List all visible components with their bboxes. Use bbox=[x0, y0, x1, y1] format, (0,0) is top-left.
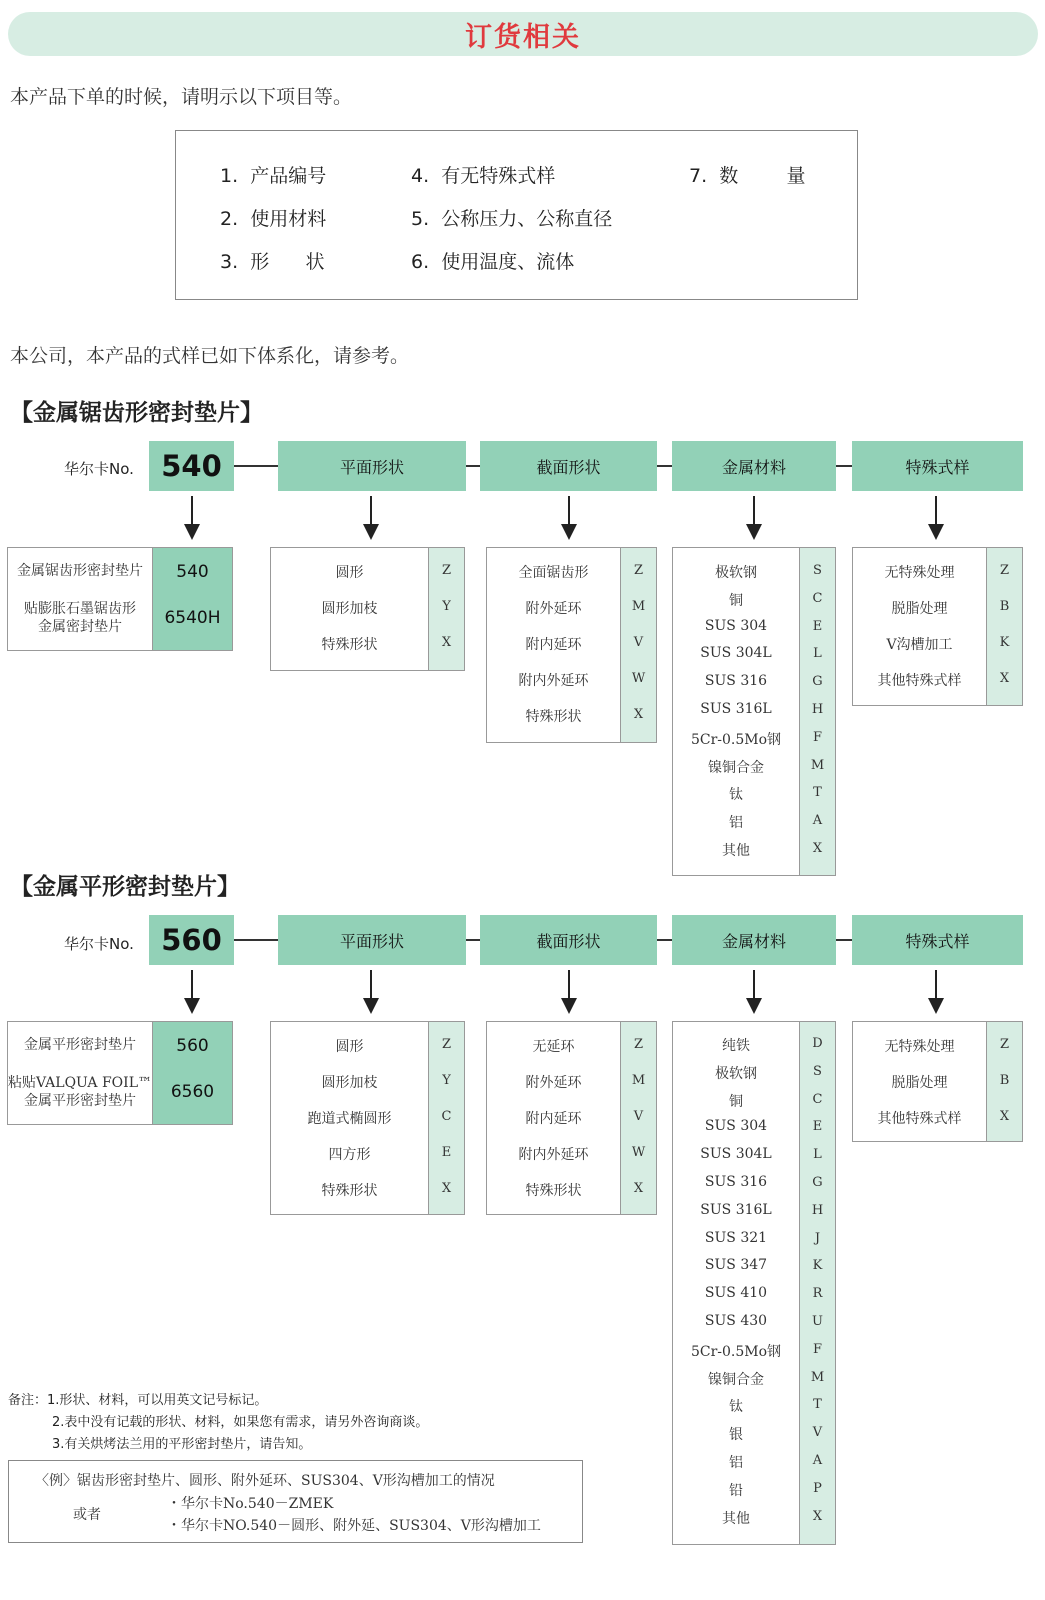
connector-line bbox=[466, 939, 480, 941]
option-name: 附内外延环 bbox=[518, 673, 589, 689]
connector-line bbox=[657, 465, 672, 467]
down-arrow-icon bbox=[746, 970, 762, 1016]
connector-line bbox=[234, 939, 278, 941]
option-code: E bbox=[812, 618, 823, 634]
option-code: V bbox=[633, 1109, 644, 1124]
note-line: 2.表中没有记载的形状、材料，如果您有需求，请另外咨询商谈。 bbox=[52, 1415, 429, 1430]
option-name: 附内延环 bbox=[525, 1111, 582, 1127]
header-plane-shape: 平面形状 bbox=[278, 441, 466, 491]
option-code: Z bbox=[999, 563, 1010, 578]
example-text-line: ・华尔卡NO.540－圆形、附外延、SUS304、V形沟槽加工 bbox=[167, 1518, 541, 1534]
order-item: 5. 公称压力、公称直径 bbox=[411, 208, 613, 230]
option-code: V bbox=[633, 635, 644, 650]
option-code: F bbox=[812, 1341, 823, 1357]
option-name: SUS 304L bbox=[700, 645, 772, 662]
option-code: X bbox=[999, 1109, 1010, 1124]
page-title: 订货相关 bbox=[465, 21, 581, 53]
header-plane-shape: 平面形状 bbox=[278, 915, 466, 965]
option-name: 镍铜合金 bbox=[708, 759, 764, 776]
special-spec-table bbox=[852, 547, 1023, 706]
option-code: Y bbox=[442, 1073, 451, 1088]
option-name: SUS 304 bbox=[704, 617, 768, 634]
product-name: 粘贴VALQUA FOIL™ 金属平形密封垫片 bbox=[8, 1075, 152, 1109]
option-name: 附内延环 bbox=[525, 637, 582, 653]
connector-line bbox=[657, 939, 672, 941]
order-item: 6. 使用温度、流体 bbox=[411, 251, 575, 273]
option-name: 其他特殊式样 bbox=[877, 1111, 962, 1127]
option-code: L bbox=[813, 1147, 822, 1163]
connector-line bbox=[836, 465, 852, 467]
option-name: 圆形 bbox=[335, 1039, 364, 1055]
example-code-line: ・华尔卡No.540－ZMEK bbox=[167, 1496, 334, 1512]
option-code: X bbox=[441, 1181, 452, 1196]
option-name: 其他 bbox=[722, 1510, 750, 1527]
connector-line bbox=[234, 465, 278, 467]
option-name: 全面锯齿形 bbox=[518, 565, 589, 581]
header-special-spec: 特殊式样 bbox=[852, 915, 1023, 965]
product-table bbox=[7, 1021, 233, 1125]
option-name: SUS 347 bbox=[704, 1257, 768, 1274]
option-name: SUS 410 bbox=[704, 1285, 768, 1302]
option-code: Z bbox=[633, 563, 644, 578]
option-name: 附外延环 bbox=[525, 601, 582, 617]
option-name: 银 bbox=[729, 1427, 743, 1444]
option-code: Y bbox=[442, 599, 451, 614]
option-code: M bbox=[810, 757, 825, 773]
option-code: X bbox=[999, 671, 1010, 686]
option-name: 无特殊处理 bbox=[884, 565, 955, 581]
product-number-box: 540 bbox=[149, 441, 234, 491]
product-code: 6560 bbox=[170, 1082, 215, 1102]
note-line: 3.有关烘烤法兰用的平形密封垫片，请告知。 bbox=[52, 1437, 312, 1452]
option-name: 铜 bbox=[729, 1093, 743, 1110]
option-code: Z bbox=[999, 1037, 1010, 1052]
option-name: 其他 bbox=[722, 843, 750, 859]
option-code: G bbox=[812, 1175, 823, 1190]
option-code: X bbox=[812, 841, 823, 856]
no-label: 华尔卡No. bbox=[64, 935, 134, 953]
plane-shape-table bbox=[270, 1021, 465, 1215]
option-name: SUS 316 bbox=[704, 1174, 768, 1190]
option-code: E bbox=[441, 1145, 452, 1160]
option-name: SUS 316 bbox=[704, 673, 768, 690]
down-arrow-icon bbox=[561, 496, 577, 542]
option-code: X bbox=[441, 635, 452, 650]
option-code: K bbox=[999, 635, 1010, 650]
connector-line bbox=[466, 465, 480, 467]
metal-material-table bbox=[672, 547, 836, 876]
option-code: T bbox=[813, 785, 822, 801]
option-code: E bbox=[812, 1119, 823, 1135]
product-code: 540 bbox=[176, 562, 209, 582]
option-code: V bbox=[812, 1425, 823, 1441]
example-box bbox=[8, 1460, 583, 1543]
header-special-spec: 特殊式样 bbox=[852, 441, 1023, 491]
order-items-box bbox=[175, 130, 858, 300]
section-shape-table bbox=[486, 1021, 657, 1215]
down-arrow-icon bbox=[928, 970, 944, 1016]
option-name: V沟槽加工 bbox=[886, 637, 953, 653]
option-code: Z bbox=[441, 563, 452, 578]
option-code: H bbox=[811, 1202, 824, 1218]
option-name: 圆形加枝 bbox=[321, 1075, 378, 1091]
option-name: 铝 bbox=[729, 1455, 743, 1471]
option-name: 极软钢 bbox=[715, 1065, 757, 1082]
option-code: M bbox=[631, 599, 646, 614]
option-name: SUS 321 bbox=[704, 1229, 768, 1246]
option-name: 铅 bbox=[729, 1482, 743, 1499]
note-line: 备注：1.形状、材料，可以用英文记号标记。 bbox=[8, 1393, 268, 1408]
header-metal-material: 金属材料 bbox=[672, 915, 836, 965]
option-code: X bbox=[812, 1508, 823, 1524]
option-name: 其他特殊式样 bbox=[877, 673, 962, 689]
option-code: M bbox=[631, 1073, 646, 1088]
option-code: S bbox=[813, 563, 822, 578]
system-intro-text: 本公司，本产品的式样已如下体系化，请参考。 bbox=[10, 345, 410, 367]
option-name: SUS 316L bbox=[700, 1201, 772, 1218]
option-name: SUS 430 bbox=[704, 1313, 768, 1329]
option-code: R bbox=[812, 1286, 823, 1302]
option-name: 特殊形状 bbox=[525, 709, 582, 725]
special-spec-table bbox=[852, 1021, 1023, 1142]
option-name: SUS 316L bbox=[700, 701, 772, 717]
down-arrow-icon bbox=[363, 970, 379, 1016]
option-code: D bbox=[812, 1036, 823, 1051]
product-code: 6540H bbox=[164, 608, 221, 628]
header-section-shape: 截面形状 bbox=[480, 915, 657, 965]
option-name: 特殊形状 bbox=[321, 637, 378, 653]
option-code: Z bbox=[633, 1037, 644, 1052]
option-name: 5Cr-0.5Mo钢 bbox=[690, 731, 782, 748]
section-title-flat: 【金属平形密封垫片】 bbox=[10, 874, 240, 900]
order-item: 3. 形 状 bbox=[220, 251, 325, 273]
option-name: 四方形 bbox=[328, 1147, 371, 1163]
product-table bbox=[7, 547, 233, 651]
option-name: 跑道式椭圆形 bbox=[307, 1111, 392, 1127]
option-name: 铜 bbox=[729, 592, 743, 609]
option-code: S bbox=[813, 1063, 822, 1079]
option-code: U bbox=[812, 1314, 823, 1329]
down-arrow-icon bbox=[184, 496, 200, 542]
option-code: P bbox=[813, 1480, 822, 1496]
down-arrow-icon bbox=[746, 496, 762, 542]
option-code: C bbox=[441, 1109, 452, 1124]
option-name: 铝 bbox=[729, 815, 743, 832]
header-section-shape: 截面形状 bbox=[480, 441, 657, 491]
option-name: 极软钢 bbox=[715, 565, 757, 581]
option-code: C bbox=[812, 590, 823, 606]
product-code: 560 bbox=[176, 1036, 209, 1056]
option-name: 脱脂处理 bbox=[891, 601, 948, 617]
option-name: 钛 bbox=[729, 1399, 743, 1416]
intro-text: 本产品下单的时候，请明示以下项目等。 bbox=[10, 86, 353, 108]
metal-material-table bbox=[672, 1021, 836, 1545]
option-name: 无延环 bbox=[532, 1039, 575, 1055]
order-item: 1. 产品编号 bbox=[220, 165, 327, 187]
option-code: C bbox=[812, 1091, 823, 1107]
header-metal-material: 金属材料 bbox=[672, 441, 836, 491]
option-code: Z bbox=[441, 1037, 452, 1052]
option-code: X bbox=[633, 1181, 644, 1196]
option-code: G bbox=[812, 674, 823, 690]
option-code: F bbox=[812, 729, 823, 745]
section-title-serrated: 【金属锯齿形密封垫片】 bbox=[10, 400, 263, 426]
no-label: 华尔卡No. bbox=[64, 460, 134, 478]
product-number-box: 560 bbox=[149, 915, 234, 965]
title-bar bbox=[8, 12, 1038, 56]
option-name: 5Cr-0.5Mo钢 bbox=[690, 1343, 782, 1360]
example-or: 或者 bbox=[73, 1507, 101, 1523]
option-name: 脱脂处理 bbox=[891, 1075, 948, 1091]
option-code: B bbox=[999, 1073, 1010, 1088]
option-name: 圆形 bbox=[335, 565, 364, 581]
example-title: 〈例〉锯齿形密封垫片、圆形、附外延环、SUS304、V形沟槽加工的情况 bbox=[35, 1473, 495, 1489]
option-code: L bbox=[813, 646, 822, 662]
option-code: W bbox=[631, 671, 646, 686]
option-name: 无特殊处理 bbox=[884, 1039, 955, 1055]
option-name: SUS 304L bbox=[700, 1146, 772, 1163]
option-name: SUS 304 bbox=[704, 1118, 768, 1135]
option-code: A bbox=[812, 1453, 823, 1468]
option-code: T bbox=[813, 1397, 822, 1413]
option-code: H bbox=[811, 702, 824, 717]
option-code: K bbox=[812, 1258, 823, 1274]
product-name: 金属锯齿形密封垫片 bbox=[17, 563, 143, 579]
section-shape-table bbox=[486, 547, 657, 743]
down-arrow-icon bbox=[184, 970, 200, 1016]
option-name: 特殊形状 bbox=[525, 1183, 582, 1199]
option-code: A bbox=[812, 813, 823, 829]
order-item: 4. 有无特殊式样 bbox=[411, 165, 556, 187]
option-name: 纯铁 bbox=[722, 1038, 750, 1054]
down-arrow-icon bbox=[928, 496, 944, 542]
plane-shape-table bbox=[270, 547, 465, 671]
order-item: 2. 使用材料 bbox=[220, 208, 327, 230]
option-name: 镍铜合金 bbox=[708, 1371, 764, 1388]
down-arrow-icon bbox=[363, 496, 379, 542]
connector-line bbox=[836, 939, 852, 941]
option-name: 附外延环 bbox=[525, 1075, 582, 1091]
option-code: M bbox=[810, 1369, 825, 1385]
option-name: 特殊形状 bbox=[321, 1183, 378, 1199]
option-code: W bbox=[631, 1145, 646, 1160]
product-name: 贴膨胀石墨锯齿形 金属密封垫片 bbox=[24, 601, 136, 635]
order-item: 7. 数 量 bbox=[689, 165, 806, 187]
down-arrow-icon bbox=[561, 970, 577, 1016]
option-name: 钛 bbox=[729, 787, 743, 804]
option-code: B bbox=[999, 599, 1010, 614]
option-code: J bbox=[814, 1230, 821, 1246]
product-name: 金属平形密封垫片 bbox=[24, 1037, 136, 1053]
option-code: X bbox=[633, 707, 644, 722]
option-name: 附内外延环 bbox=[518, 1147, 589, 1163]
option-name: 圆形加枝 bbox=[321, 601, 378, 617]
